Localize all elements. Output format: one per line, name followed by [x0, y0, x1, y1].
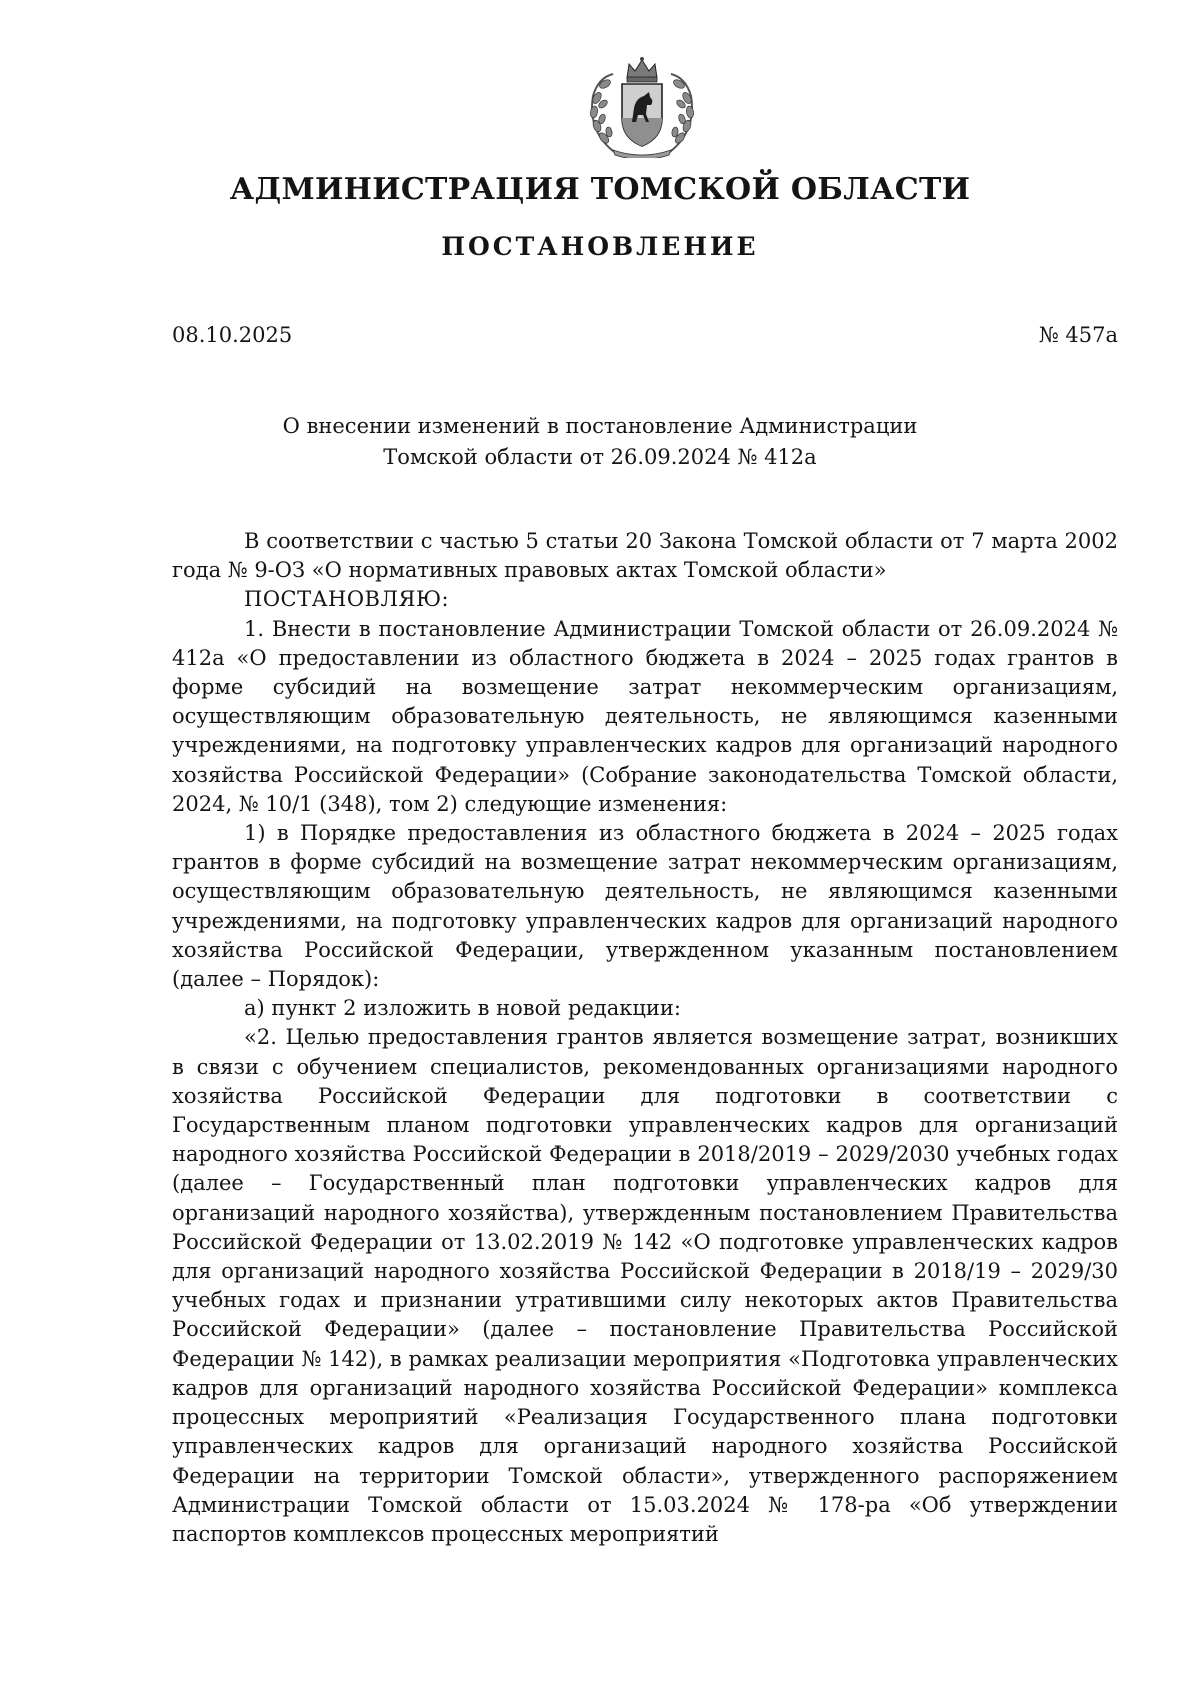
document-type-title: ПОСТАНОВЛЕНИЕ [441, 232, 759, 261]
body-paragraph: а) пункт 2 изложить в новой редакции: [244, 996, 681, 1021]
body-paragraph: «2. Целью предоставления грантов является возмещение затрат, возникших в связи с обучением специалистов, рекомендованных организациями народного хозяйства Российской Федерации для подготовки в соответствии с Государственным планом подготовки управленческих кадров для организаций народного хозяйства Российской Федерации в 2018/2019 – 2029/2030 учебных годах (далее – Государственный план подготовки управленческих кадров для организаций народного хозяйства), утвержденным постановлением Правительства Российской Федерации от 13.02.2019 № 142 «О подготовке управленческих кадров для организаций народного хозяйства Российской Федерации в 2018/19 – 2029/30 учебных годах и признании утратившими силу некоторых актов Правительства Российской Федерации» (далее – постановление Правительства Российской Федерации № 142), в рамках реализации мероприятия «Подготовка управленческих кадров для организаций народного хозяйства Российской Федерации» комплекса процессных мероприятий «Реализация Государственного плана подготовки управленческих кадров для организаций народного хозяйства Российской Федерации на территории Томской области», утвержденного распоряжением Администрации Томской области от 15.03.2024 № 178-ра «Об утверждении паспортов комплексов процессных мероприятий [172, 1025, 1118, 1546]
organization-title: АДМИНИСТРАЦИЯ ТОМСКОЙ ОБЛАСТИ [229, 172, 971, 207]
body-paragraph: 1. Внести в постановление Администрации Томской области от 26.09.2024 № 412а «О предоставлении из областного бюджета в 2024 – 2025 годах грантов в форме субсидий на возмещение затрат некоммерческим организациям, осуществляющим образовательную деятельность, не являющимся казенными учреждениями, на подготовку управленческих кадров для организаций народного хозяйства Российской Федерации» (Собрание законодательства Томской области, 2024, № 10/1 (348), том 2) следующие изменения: [172, 616, 1118, 816]
body-paragraph: 1) в Порядке предоставления из областного бюджета в 2024 – 2025 годах грантов в форме субсидий на возмещение затрат некоммерческим организациям, осуществляющим образовательную деятельность, не являющимся казенными учреждениями, на подготовку управленческих кадров для организаций народного хозяйства Российской Федерации, утвержденном указанным постановлением (далее – Порядок): [172, 821, 1118, 992]
document-subject [0, 411, 1200, 473]
subject-line: О внесении изменений в постановление Администрации [282, 414, 918, 438]
document-number: № 457а [1038, 323, 1118, 347]
document-date: 08.10.2025 [172, 323, 293, 347]
document-body [172, 527, 1118, 1549]
decree-word: ПОСТАНОВЛЯЮ: [244, 587, 450, 612]
tomsk-oblast-coat-of-arms-icon [583, 56, 701, 158]
subject-line: Томской области от 26.09.2024 № 412а [383, 445, 817, 469]
body-paragraph: В соответствии с частью 5 статьи 20 Закона Томской области от 7 марта 2002 года № 9-ОЗ «О нормативных правовых актах Томской области» [172, 529, 1118, 583]
